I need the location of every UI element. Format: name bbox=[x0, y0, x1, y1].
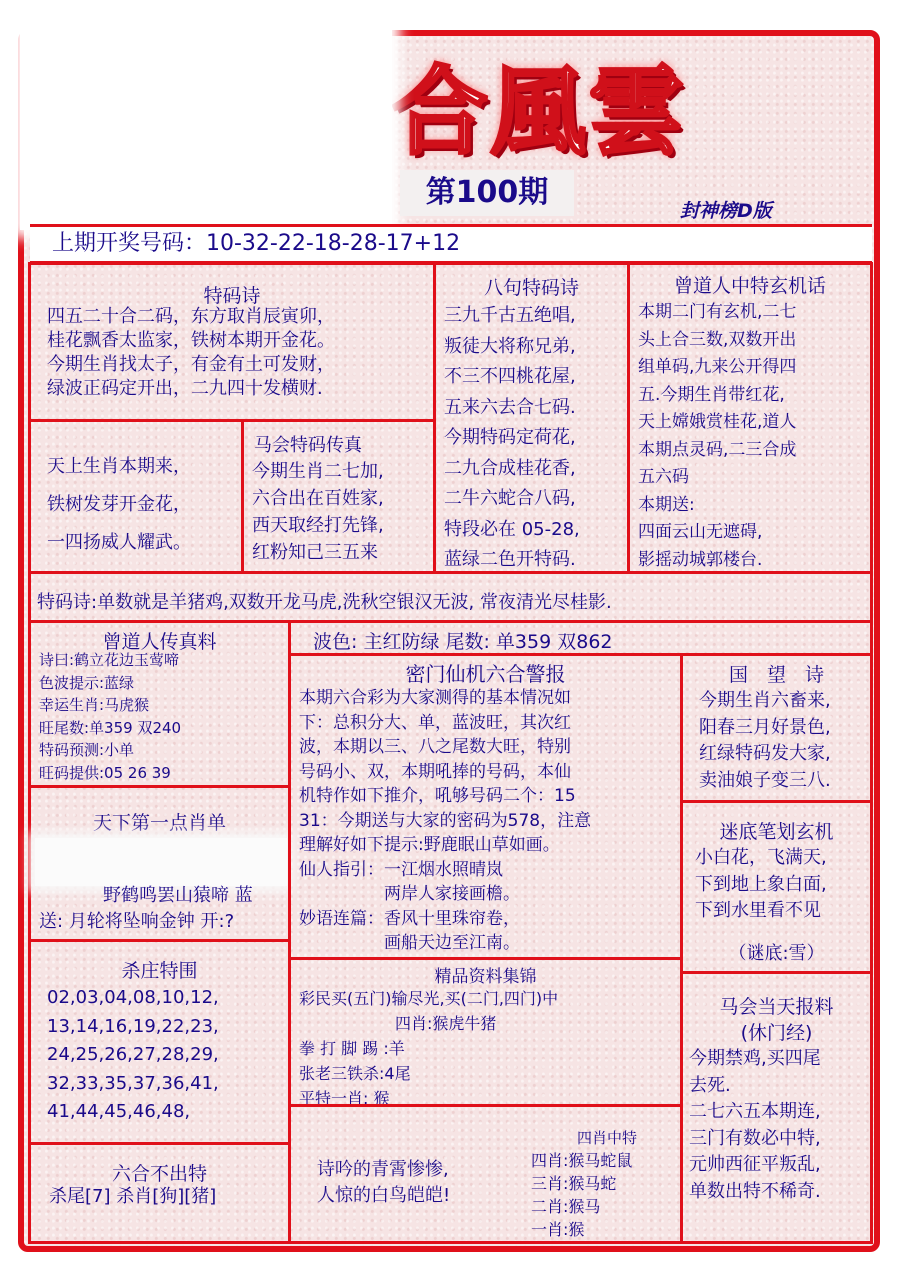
text-line: 本期二门有玄机,二七 bbox=[638, 302, 797, 322]
poem-lines bbox=[252, 458, 384, 566]
text-line: 旺尾数:单359 双240 bbox=[39, 718, 182, 737]
poem-line: 绿波正码定开出，二九四十发横财. bbox=[47, 378, 323, 399]
number-lines bbox=[47, 984, 219, 1127]
number-line: 41,44,45,46,48, bbox=[47, 1101, 191, 1122]
poem-lines bbox=[317, 1157, 450, 1209]
poem-line: 四五二十合二码，东方取肖辰寅卯， bbox=[47, 306, 335, 327]
poem-line: 阳春三月好景色, bbox=[699, 716, 831, 738]
section-title: 特码诗 bbox=[203, 285, 261, 307]
text-line: 五.今期生肖带红花, bbox=[638, 384, 785, 405]
text-line: 二肖:猴马 bbox=[531, 1197, 601, 1216]
number-line: 02,03,04,08,10,12, bbox=[47, 987, 219, 1008]
poem-line: 今期生肖二七加, bbox=[252, 461, 384, 482]
zengdao-fax-box bbox=[28, 620, 291, 788]
text-line: 平特一肖: 猴 bbox=[299, 1089, 390, 1108]
text-line: 二七六五本期连, bbox=[689, 1101, 821, 1122]
text-line: 头上合三数,双数开出 bbox=[638, 329, 797, 350]
bajv-poem-box bbox=[433, 262, 630, 574]
poem-line: 今期特码定荷花, bbox=[444, 427, 576, 448]
masthead-logo: 合風雲 bbox=[392, 55, 686, 168]
text-line: 特码预测:小单 bbox=[39, 741, 135, 759]
wave-tail-box bbox=[288, 620, 873, 656]
text-line: 彩民买(五门)输尽光,买(二门,四门)中 bbox=[299, 989, 559, 1008]
text-line: 理解好如下提示:野鹿眠山草如画。 bbox=[299, 835, 560, 855]
liuhe-buchu-box bbox=[28, 1142, 291, 1244]
midi-box bbox=[680, 800, 873, 974]
section-title: 精品资料集锦 bbox=[434, 967, 537, 987]
tianshang-box bbox=[28, 419, 244, 574]
edition-label: 封神榜D版 bbox=[680, 200, 772, 222]
section-title: 天下第一点肖单 bbox=[92, 812, 226, 834]
text-line: 天上嫦娥赏桂花,道人 bbox=[638, 412, 797, 432]
poem-line: 西天取经打先锋, bbox=[252, 515, 384, 536]
section-title: 曾道人中特玄机话 bbox=[673, 275, 826, 297]
poem-line: 桂花飘香太监家，铁树本期开金花。 bbox=[47, 330, 335, 351]
jingpin-box bbox=[288, 957, 683, 1107]
text-line: 野鹤鸣罢山猿啼 蓝 bbox=[103, 885, 253, 906]
section-title: 八句特码诗 bbox=[483, 277, 579, 299]
poem-line: 今期生肖找太子，有金有土可发财， bbox=[47, 354, 335, 375]
text-line: 影摇动城郭楼台. bbox=[638, 549, 763, 570]
text-line: 单数出特不稀奇. bbox=[689, 1180, 821, 1202]
text-line: 本期六合彩为大家测得的基本情况如 bbox=[299, 688, 571, 708]
text-line: 元帅西征平叛乱, bbox=[689, 1154, 821, 1175]
text-line: 妙语连篇：香风十里珠帘卷， bbox=[299, 908, 520, 929]
poem-line: 天上生肖本期来， bbox=[47, 456, 191, 477]
poem-line: 一四扬威人耀武。 bbox=[47, 532, 191, 553]
poem-lines bbox=[47, 305, 335, 401]
poem-line: 三九千古五绝唱, bbox=[444, 305, 576, 326]
tianxia-box bbox=[28, 785, 291, 942]
number-line: 32,33,35,37,36,41, bbox=[47, 1072, 219, 1094]
text-line: 送: 月轮将坠响金钟 开:? bbox=[39, 911, 235, 932]
text-line: 下到水里看不见 bbox=[695, 900, 821, 921]
text-line: 色波提示:蓝绿 bbox=[39, 673, 135, 692]
zengdao-xuanji-box bbox=[627, 262, 873, 574]
tema-poem-line: 特码诗:单数就是羊猪鸡,双数开龙马虎,洗秋空银汉无波, 常夜清光尽桂影. bbox=[37, 592, 612, 613]
text-line: 旺码提供:05 26 39 bbox=[39, 763, 171, 782]
poem-lines bbox=[638, 299, 796, 574]
tema-poem-box bbox=[28, 262, 436, 422]
riddle-lines bbox=[695, 845, 827, 925]
tema-poem-line-box bbox=[28, 571, 873, 623]
section-title: 四肖中特 bbox=[577, 1129, 638, 1147]
fax-lines bbox=[39, 649, 181, 784]
text-line: 去死. bbox=[689, 1074, 731, 1096]
text-line: 三门有数必中特, bbox=[689, 1127, 821, 1149]
poem-line: 不三不四桃花屋, bbox=[444, 366, 576, 387]
poem-line: 叛徒大将称兄弟, bbox=[444, 335, 576, 357]
poem-line: 六合出在百姓家, bbox=[252, 488, 384, 509]
text-line: 四肖:猴虎牛猪 bbox=[299, 1014, 497, 1033]
shiyin-box bbox=[288, 1104, 683, 1244]
text-line: 31：今期送与大家的密码为578，注意 bbox=[299, 810, 592, 831]
text-line: 四面云山无遮碍, bbox=[638, 522, 763, 542]
text-line: 波，本期以三、八之尾数大旺，特别 bbox=[299, 737, 571, 757]
text-line: 仙人指引：一江烟水照晴岚 bbox=[299, 859, 503, 880]
text-line: 组单码,九来公开得四 bbox=[638, 357, 797, 377]
poem-line: 五来六去合七码. bbox=[444, 396, 576, 418]
poem-line: 二九合成桂花香, bbox=[444, 457, 576, 479]
poem-lines bbox=[699, 688, 831, 794]
poem-line: 诗吟的青霄惨惨, bbox=[317, 1159, 449, 1180]
text-line: 幸运生肖:马虎猴 bbox=[39, 696, 150, 714]
issue-number: 第100期 bbox=[400, 170, 574, 216]
section-title: 曾道人传真料 bbox=[102, 631, 217, 653]
poem-line: 铁树发芽开金花， bbox=[47, 494, 191, 515]
poem-line: 蓝绿二色开特码. bbox=[444, 549, 576, 570]
text-line: 本期点灵码,二三合成 bbox=[638, 439, 797, 460]
text-line: 下：总积分大、单，蓝波旺，其次红 bbox=[299, 712, 571, 733]
text-line: 机特作如下推介，吼够号码二个：15 bbox=[299, 786, 576, 806]
section-title: 迷底笔划玄机 bbox=[719, 821, 834, 843]
poem-line: 今期生肖六畜来, bbox=[699, 690, 831, 711]
section-title: 密门仙机六合警报 bbox=[405, 662, 566, 686]
section-subtitle: (休门经) bbox=[740, 1022, 813, 1044]
jingpin-lines bbox=[299, 986, 558, 1111]
text-line: 下到地上象白面, bbox=[695, 873, 827, 895]
section-title: 马会特码传真 bbox=[254, 435, 362, 456]
section-title: 马会当天报料 bbox=[719, 996, 834, 1018]
shazhuang-box bbox=[28, 939, 291, 1145]
text-line: 小白花，飞满天, bbox=[695, 847, 827, 868]
text-line: 今期禁鸡,买四尾 bbox=[689, 1048, 821, 1069]
poem-line: 卖油娘子变三八. bbox=[699, 769, 831, 791]
riddle-answer: （谜底:雪） bbox=[728, 943, 825, 964]
blanked-header-area bbox=[20, 24, 392, 230]
poem-lines bbox=[444, 301, 580, 576]
text-line: 诗曰:鹤立花边玉莺啼 bbox=[39, 651, 180, 669]
poem-line: 二牛六蛇合八码, bbox=[444, 488, 576, 509]
guowang-box bbox=[680, 653, 873, 803]
mahui-dangtian-box bbox=[680, 971, 873, 1244]
text-line: 三肖:猴马蛇 bbox=[531, 1174, 617, 1193]
mahui-chuanzhen-box bbox=[241, 419, 436, 574]
section-title: 国 望 诗 bbox=[728, 664, 824, 686]
section-title: 杀庄特围 bbox=[121, 960, 198, 982]
mimen-box bbox=[288, 653, 683, 960]
text-line: 张老三铁杀:4尾 bbox=[299, 1064, 411, 1083]
sixiao-lines bbox=[531, 1149, 632, 1241]
mimen-lines bbox=[299, 686, 591, 956]
number-line: 24,25,26,27,28,29, bbox=[47, 1044, 219, 1065]
poem-line: 人惊的白鸟皑皑! bbox=[317, 1185, 451, 1206]
poem-lines bbox=[689, 1046, 821, 1205]
section-title: 六合不出特 bbox=[111, 1163, 207, 1185]
text-line: 号码小、双，本期吼捧的号码，本仙 bbox=[299, 761, 571, 782]
last-draw-numbers: 上期开奖号码：10-32-22-18-28-17+12 bbox=[30, 224, 872, 264]
text-line: 杀尾[7] 杀肖[狗][猪] bbox=[49, 1186, 217, 1207]
poem-line: 红粉知己三五来 bbox=[252, 542, 378, 563]
text-line: 本期送: bbox=[638, 494, 695, 515]
blanked-area bbox=[35, 838, 287, 886]
number-line: 13,14,16,19,22,23, bbox=[47, 1015, 219, 1037]
text-line: 拳 打 脚 踢 :羊 bbox=[299, 1039, 405, 1058]
text-line: 一肖:猴 bbox=[531, 1220, 585, 1239]
text-line: 四肖:猴马蛇鼠 bbox=[531, 1151, 633, 1170]
poem-line: 红绿特码发大家, bbox=[699, 743, 831, 764]
text-line: 五六码 bbox=[638, 467, 689, 487]
text-line: 画船天边至江南。 bbox=[299, 933, 520, 953]
poem-line: 特段必在 05-28, bbox=[444, 518, 580, 540]
wave-tail-line: 波色: 主红防绿 尾数: 单359 双862 bbox=[313, 631, 613, 653]
poem-lines bbox=[47, 448, 191, 562]
text-line: 两岸人家接画檐。 bbox=[299, 884, 520, 904]
